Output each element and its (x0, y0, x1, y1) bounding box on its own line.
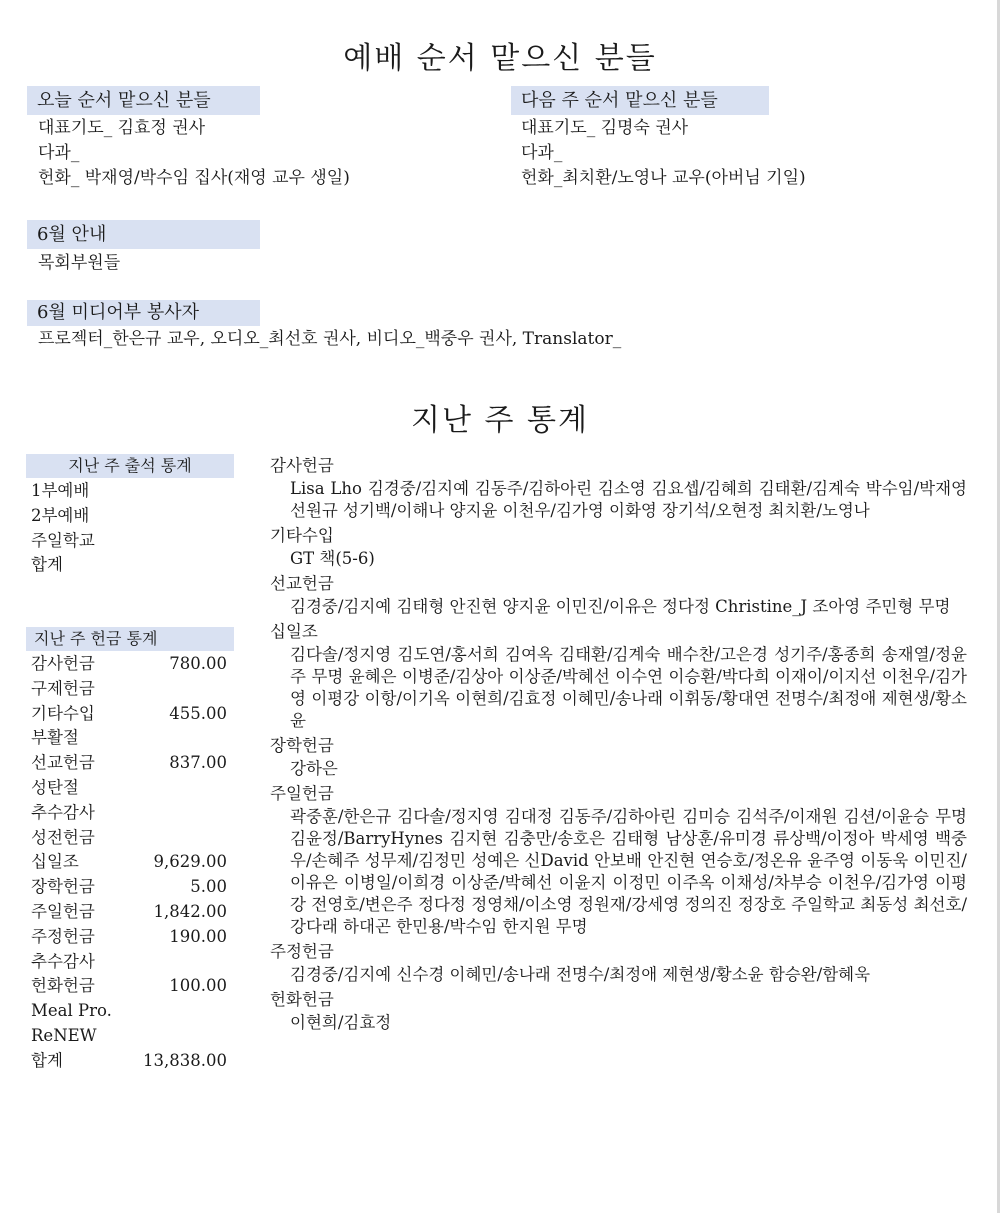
donor-category: 선교헌금 (270, 574, 334, 593)
offering-label: 기타수입 (31, 703, 95, 723)
donor-names: 이현희/김효정 (290, 1013, 392, 1032)
offering-amount: 780.00 (169, 654, 227, 673)
donor-category: 주정헌금 (270, 942, 334, 961)
offering-label: Meal Pro. (31, 1001, 112, 1021)
offering-amount: 9,629.00 (153, 852, 227, 872)
offering-row (31, 925, 227, 950)
offering-amount: 100.00 (169, 976, 227, 996)
offering-label: 성탄절 (31, 777, 79, 797)
donor-list (270, 454, 967, 1034)
offering-amount: 5.00 (190, 877, 227, 897)
media-volunteers: 프로젝터_한은규 교우, 오디오_최선호 권사, 비디오_백중우 권사, Translator_ (38, 329, 622, 349)
section-title-worship: 예배 순서 맡으신 분들 (343, 41, 657, 76)
donor-category: 주일헌금 (270, 784, 334, 803)
offering-total-row (31, 1049, 227, 1074)
media-header: 6월 미디어부 봉사자 (27, 300, 260, 326)
june-info-header: 6월 안내 (27, 220, 260, 249)
offering-amount: 190.00 (169, 926, 227, 946)
donor-category: 헌화헌금 (270, 990, 334, 1009)
attendance-row: 2부예배 (31, 505, 90, 525)
offering-label: 주정헌금 (31, 926, 95, 946)
offering-header: 지난 주 헌금 통계 (26, 627, 234, 651)
donor-names: 김다솔/정지영 김도연/홍서희 김여옥 김태환/김계숙 배수찬/고은경 성기주/홍종희 송재열/정윤주 무명 윤혜은 이병준/김상아 이상준/박혜선 이수연 이승환/박다희 이재이/이지선 이천우/김가영 이평강 이항/이기옥 이현희/김효정 이혜민/송나래 이휘동/황대연 전명수/최정애 제현생/황소윤 (290, 645, 967, 730)
offering-label: 감사헌금 (31, 654, 95, 673)
section-title-statistics: 지난 주 통계 (411, 403, 589, 438)
offering-row (31, 974, 227, 999)
offering-row (31, 776, 227, 801)
offering-label: 헌화헌금 (31, 976, 95, 996)
next-refreshment: 다과_ (521, 143, 563, 163)
offering-amount: 455.00 (169, 703, 227, 723)
donor-names: GT 책(5-6) (290, 549, 375, 568)
offering-label: 추수감사 (31, 802, 95, 822)
offering-row (31, 726, 227, 751)
attendance-list (31, 479, 227, 578)
offering-row (31, 751, 227, 776)
attendance-row: 1부예배 (31, 481, 90, 500)
offering-label: 부활절 (31, 728, 79, 748)
offering-table (31, 652, 227, 1074)
today-list (38, 116, 350, 191)
offering-label: ReNEW (31, 1025, 97, 1045)
today-header: 오늘 순서 맡으신 분들 (27, 86, 260, 115)
offering-amount: 1,842.00 (153, 901, 227, 921)
offering-row (31, 950, 227, 975)
next-prayer: 대표기도_ 김명숙 권사 (521, 118, 689, 138)
donor-names: 김경중/김지예 김태형 안진현 양지윤 이민진/이유은 정다정 Christine_J 조아영 주민형 무명 (290, 597, 951, 616)
donor-category: 감사헌금 (270, 456, 334, 475)
donor-names: 강하은 (290, 759, 338, 778)
offering-row (31, 702, 227, 727)
attendance-row: 합계 (31, 555, 63, 575)
donor-category: 십일조 (270, 622, 318, 641)
offering-label: 합계 (31, 1050, 63, 1070)
offering-label: 십일조 (31, 852, 79, 872)
attendance-header: 지난 주 출석 통계 (26, 454, 234, 478)
offering-amount: 13,838.00 (143, 1050, 227, 1070)
donor-names: 곽중훈/한은규 김다솔/정지영 김대정 김동주/김하아린 김미승 김석주/이재원 김션/이윤승 무명 김윤정/BarryHynes 김지현 김충만/송호은 김태형 남상훈/유미경 류상백/이정아 박세영 백중우/손혜주 성무제/김정민 성예은 신David 안보배 안진현 연승호/정온유 윤주영 이동욱 이민진/이유은 이병일/이희경 이상준/박혜선 이윤지 이정민 이주옥 이채성/차부승 이천우/김가영 이평강 전영호/변은주 정다정 정영채/이소영 정원재/강세영 정의진 정장호 주일학교 최동성 최선호/강다래 하대곤 한민용/박수임 한지원 무명 (290, 807, 967, 936)
offering-row (31, 801, 227, 826)
today-refreshment: 다과_ (38, 143, 80, 163)
offering-label: 구제헌금 (31, 678, 95, 698)
offering-label: 장학헌금 (31, 877, 95, 897)
offering-label: 추수감사 (31, 951, 95, 971)
offering-amount: 837.00 (169, 753, 227, 773)
offering-label: 선교헌금 (31, 753, 95, 773)
offering-label: 성전헌금 (31, 827, 95, 847)
offering-row (31, 826, 227, 851)
offering-row (31, 900, 227, 925)
offering-row (31, 850, 227, 875)
offering-row (31, 875, 227, 900)
donor-names: Lisa Lho 김경중/김지예 김동주/김하아린 김소영 김요셉/김혜희 김태환/김계숙 박수임/박재영 선원규 성기백/이해나 양지윤 이천우/김가영 이화영 장기석/오현정 최치환/노영나 (290, 479, 967, 520)
offering-row (31, 677, 227, 702)
donor-category: 기타수입 (270, 526, 334, 545)
offering-row (31, 652, 227, 677)
attendance-row: 주일학교 (31, 530, 95, 550)
offering-row (31, 999, 227, 1024)
next-week-list (521, 116, 806, 191)
donor-category: 장학헌금 (270, 736, 334, 755)
next-flowers: 헌화_최치환/노영나 교우(아버님 기일) (521, 168, 806, 188)
offering-row (31, 1024, 227, 1049)
today-prayer: 대표기도_ 김효정 권사 (38, 118, 206, 138)
june-info-item: 목회부원들 (38, 253, 121, 273)
next-week-header: 다음 주 순서 맡으신 분들 (511, 86, 769, 115)
donor-names: 김경중/김지예 신수경 이혜민/송나래 전명수/최정애 제현생/황소윤 함승완/함혜욱 (290, 965, 871, 984)
offering-label: 주일헌금 (31, 901, 95, 921)
today-flowers: 헌화_ 박재영/박수임 집사(재영 교우 생일) (38, 168, 350, 188)
june-info-list (38, 251, 120, 276)
